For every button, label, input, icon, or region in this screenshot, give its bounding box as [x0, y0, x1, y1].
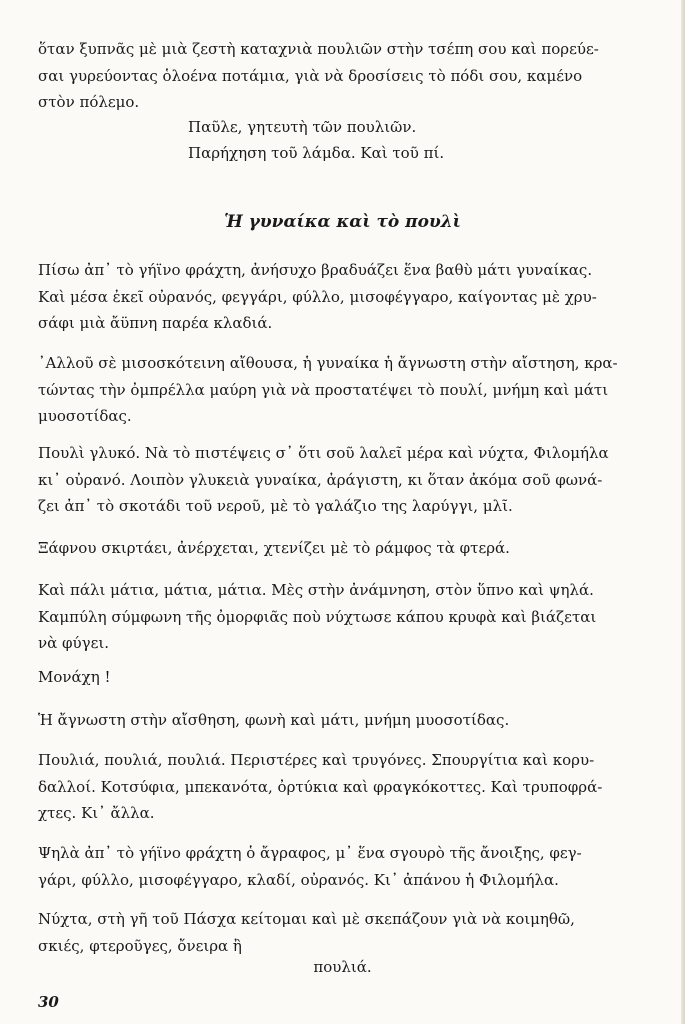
text-line: ζει ἀπ᾽ τὸ σκοτάδι τοῦ νεροῦ, μὲ τὸ γαλάζιο της λαρύγγι, μλῖ.	[38, 497, 513, 515]
text-line: Πουλιά, πουλιά, πουλιά. Περιστέρες καὶ τρυγόνες. Σπουργίτια καὶ κορυ-	[38, 751, 595, 769]
paragraph	[38, 440, 650, 520]
paragraph	[38, 535, 650, 562]
text-line: Ψηλὰ ἀπ᾽ τὸ γήϊνο φράχτη ὁ ἄγραφος, μ᾽ ἕνα σγουρὸ τῆς ἄνοιξης, φεγ-	[38, 844, 582, 862]
page-edge	[681, 0, 685, 1024]
text-line: Ξάφνου σκιρτάει, ἀνέρχεται, χτενίζει μὲ τὸ ράμφος τὰ φτερά.	[38, 539, 510, 557]
text-line: στὸν πόλεμο.	[38, 93, 140, 111]
paragraph	[38, 257, 650, 337]
paragraph	[38, 707, 650, 734]
text-line: μυοσοτίδας.	[38, 407, 132, 425]
paragraph	[38, 906, 650, 959]
text-line: Πουλὶ γλυκό. Νὰ τὸ πιστέψεις σ᾽ ὅτι σοῦ λαλεῖ μέρα καὶ νύχτα, Φιλομήλα	[38, 444, 609, 462]
text-line: Καμπύλη σύμφωνη τῆς ὀμορφιᾶς ποὺ νύχτωσε κάπου κρυφὰ καὶ βιάζεται	[38, 607, 597, 626]
paragraph	[38, 840, 650, 893]
text-line: γάρι, φύλλο, μισοφέγγαρο, κλαδί, οὐρανός. Κι᾽ ἀπάνου ἡ Φιλομήλα.	[38, 870, 559, 889]
text-line: Μονάχη !	[38, 668, 111, 686]
text-line: Καὶ πάλι μάτια, μάτια, μάτια. Μὲς στὴν ἀνάμνηση, στὸν ὕπνο καὶ ψηλά.	[38, 581, 594, 599]
text-line: σκιές, φτεροῦγες, ὄνειρα ἢ	[38, 936, 242, 955]
text-line: Νύχτα, στὴ γῆ τοῦ Πάσχα κείτομαι καὶ μὲ σκεπάζουν γιὰ νὰ κοιμηθῶ,	[38, 910, 575, 928]
text-line: Καὶ μέσα ἐκεῖ οὐρανός, φεγγάρι, φύλλο, μισοφέγγαρο, καίγοντας μὲ χρυ-	[38, 287, 597, 306]
text-line: σαι γυρεύοντας ὁλοένα ποτάμια, γιὰ νὰ δροσίσεις τὸ πόδι σου, καμένο	[38, 66, 583, 85]
section-title: Ἡ γυναίκα καὶ τὸ πουλὶ	[224, 212, 461, 232]
text-line: ᾽Αλλοῦ σὲ μισοσκότεινη αἴθουσα, ἡ γυναίκα ἡ ἄγνωστη στὴν αἴστηση, κρα-	[38, 354, 618, 372]
text-line: κι᾽ οὐρανό. Λοιπὸν γλυκειὰ γυναίκα, ἀράγιστη, κι ὅταν ἀκόμα σοῦ φωνά-	[38, 470, 603, 489]
text-line: ὅταν ξυπνᾶς μὲ μιὰ ζεστὴ καταχνιὰ πουλιῶν στὴν τσέπη σου καὶ πορεύε-	[38, 40, 599, 58]
paragraph	[38, 747, 650, 827]
text-line: δαλλοί. Κοτσύφια, μπεκανότα, ὀρτύκια καὶ φραγκόκοττες. Καὶ τρυποφρά-	[38, 777, 603, 796]
paragraph	[38, 664, 650, 691]
paragraph	[38, 577, 650, 657]
text-line: Πίσω ἀπ᾽ τὸ γήϊνο φράχτη, ἀνήσυχο βραδυάζει ἕνα βαθὺ μάτι γυναίκας.	[38, 261, 593, 279]
closing-line: πουλιά.	[313, 958, 372, 976]
text-line: Ἡ ἄγνωστη στὴν αἴσθηση, φωνὴ καὶ μάτι, μνήμη μυοσοτίδας.	[38, 711, 510, 729]
opening-paragraph	[38, 36, 650, 116]
page-number: 30	[38, 993, 59, 1011]
text-line: χτες. Κι᾽ ἄλλα.	[38, 804, 155, 822]
indented-line: Παρήχηση τοῦ λάμδα. Καὶ τοῦ πί.	[188, 144, 445, 162]
text-line: νὰ φύγει.	[38, 634, 110, 652]
indented-line: Παῦλε, γητευτὴ τῶν πουλιῶν.	[188, 118, 417, 136]
text-line: τώντας τὴν ὀμπρέλλα μαύρη γιὰ νὰ προστατέψει τὸ πουλί, μνήμη καὶ μάτι	[38, 380, 609, 399]
paragraph	[38, 350, 650, 430]
text-line: σάφι μιὰ ἄϋπνη παρέα κλαδιά.	[38, 314, 273, 332]
